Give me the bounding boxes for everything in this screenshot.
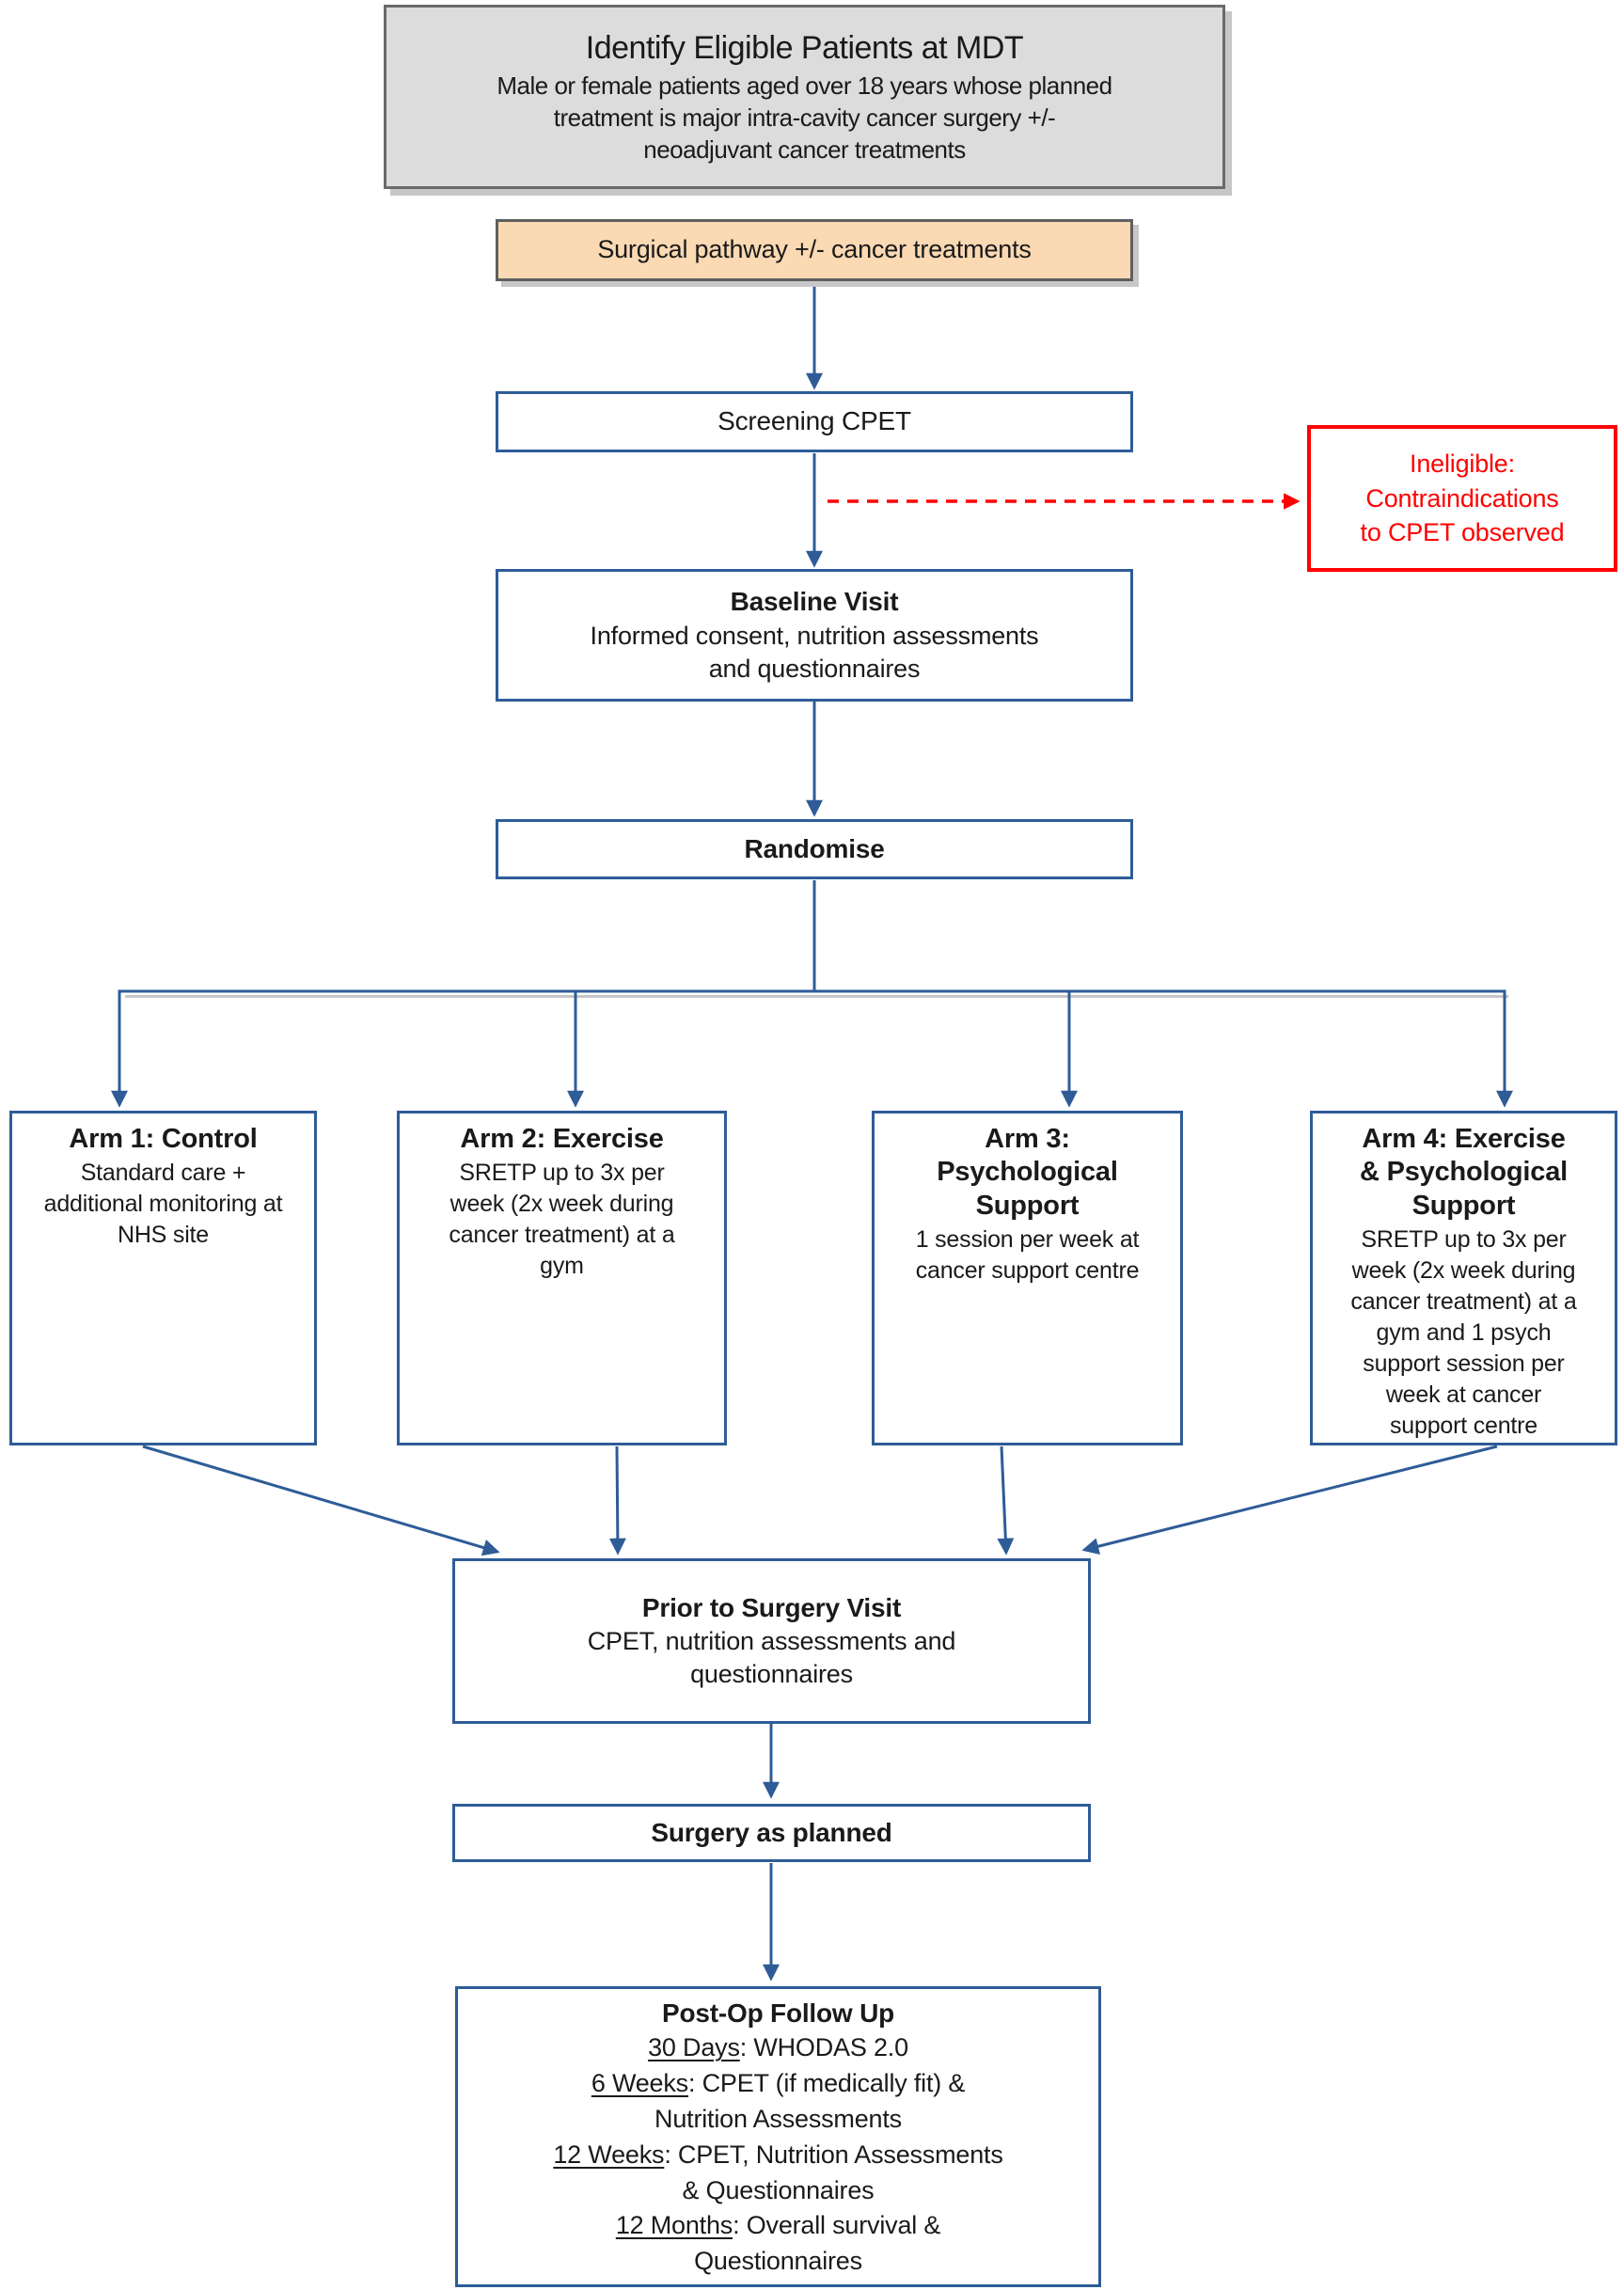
node-body: Standard care + additional monitoring at NHS site [43, 1160, 283, 1249]
postop-row-label: 12 Months [615, 2211, 733, 2240]
node-prior-to-surgery-visit [452, 1558, 1091, 1724]
arrow-arm1-to-prior [143, 1446, 497, 1552]
node-title: Arm 2: Exercise [460, 1124, 664, 1154]
node-body: 1 session per week at cancer support centre [915, 1226, 1140, 1285]
node-arm-3-psychological-support [872, 1111, 1183, 1445]
postop-row-label: 6 Weeks [591, 2069, 688, 2098]
node-label: Randomise [744, 833, 885, 863]
node-label: Surgical pathway +/- cancer treatments [597, 235, 1032, 264]
postop-row-label: 30 Days [648, 2033, 740, 2062]
node-title: Post-Op Follow Up [661, 1998, 894, 2028]
node-label: Ineligible: Contraindications to CPET observed [1360, 450, 1565, 547]
postop-row-text: : WHODAS 2.0 [739, 2033, 908, 2062]
node-arm-4-exercise-psychological [1310, 1111, 1617, 1445]
node-title: Baseline Visit [730, 587, 899, 617]
node-body: SRETP up to 3x per week (2x week during cancer treatment) at a gym and 1 psych support session per week at cancer support centre [1350, 1226, 1577, 1440]
blue-arrows [118, 282, 1506, 1979]
node-arm-1-control [9, 1111, 317, 1445]
arrow-arm2-to-prior [617, 1446, 618, 1553]
node-title: Identify Eligible Patients at MDT [585, 30, 1024, 67]
node-ineligible [1307, 425, 1617, 572]
node-title: Prior to Surgery Visit [641, 1592, 902, 1622]
node-title: Arm 3: Psychological Support [937, 1124, 1118, 1221]
node-surgery-as-planned [452, 1804, 1091, 1862]
node-title: Arm 4: Exercise & Psychological Support [1359, 1124, 1568, 1221]
node-label: Surgery as planned [651, 1817, 892, 1847]
node-screening-cpet [496, 391, 1133, 452]
postop-row [545, 2208, 1011, 2280]
node-label: Screening CPET [717, 406, 911, 436]
postop-row [545, 2066, 1011, 2138]
postop-row-label: 12 Weeks [553, 2140, 665, 2169]
node-body: SRETP up to 3x per week (2x week during cancer treatment) at a gym [449, 1160, 675, 1280]
node-surgical-pathway [496, 219, 1133, 281]
postop-row [648, 2030, 908, 2066]
node-title: Arm 1: Control [69, 1124, 258, 1154]
node-arm-2-exercise [397, 1111, 727, 1445]
node-body: Informed consent, nutrition assessments and questionnaires [590, 621, 1039, 683]
postop-row-text: : CPET (if medically fit) & Nutrition Assessments [654, 2069, 966, 2133]
postop-row [545, 2138, 1011, 2209]
postop-row-text: : Overall survival & Questionnaires [694, 2211, 941, 2276]
node-identify-eligible [384, 5, 1225, 189]
node-postop-follow-up [455, 1986, 1101, 2287]
node-baseline-visit [496, 569, 1133, 702]
arrow-arm4-to-prior [1084, 1446, 1497, 1550]
node-body: Male or female patients aged over 18 years whose planned treatment is major intra-cavity cancer surgery +/- neoadjuvant cancer treatments [497, 71, 1112, 164]
postop-row-text: : CPET, Nutrition Assessments & Questionnaires [664, 2140, 1003, 2204]
node-body: CPET, nutrition assessments and questionnaires [587, 1627, 956, 1689]
arrow-arm3-to-prior [1001, 1446, 1006, 1553]
node-randomise [496, 819, 1133, 879]
